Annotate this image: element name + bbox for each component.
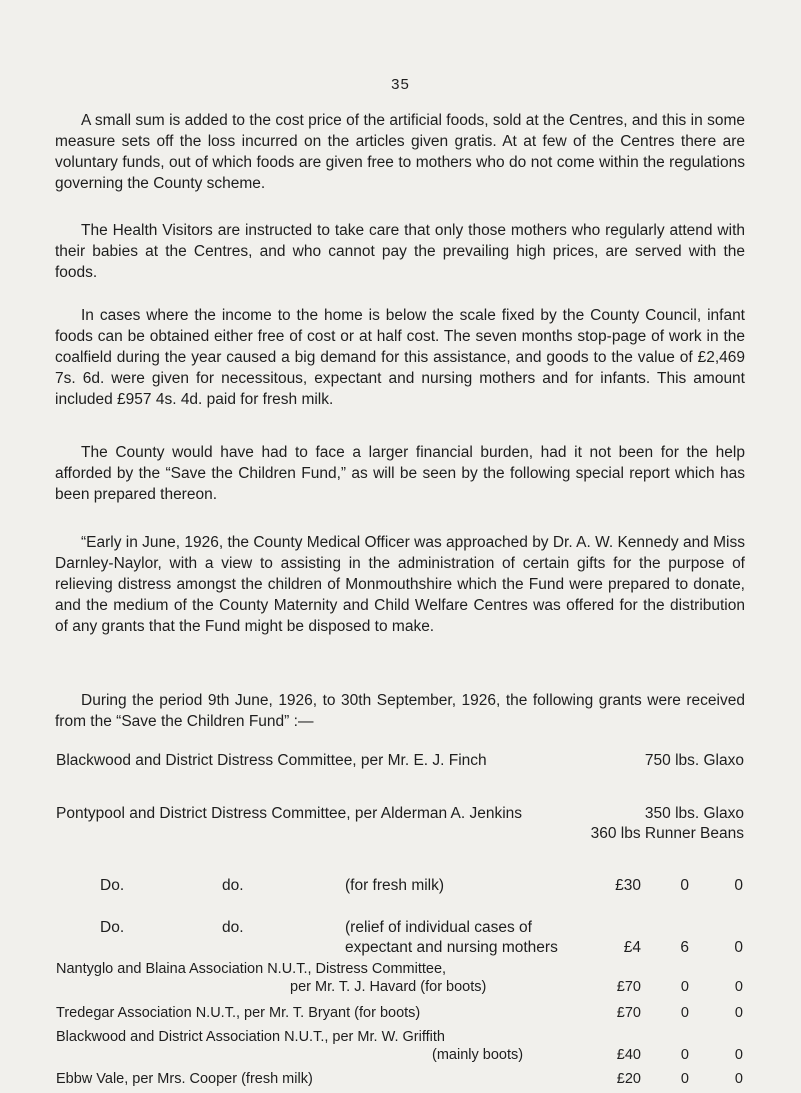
grant-blackwood-nut-line2: (mainly boots)	[432, 1047, 524, 1063]
grant-nantyglo-shillings: 0	[680, 979, 689, 995]
grant-do-relief-pounds: £4	[623, 939, 641, 956]
paragraph-county-burden: The County would have had to face a larger financial burden, had it not been for the help afforded by the “Save the Children Fund,” as will be seen by the following special report which has been prepared thereon.	[55, 444, 745, 503]
grant-tredegar-pence: 0	[734, 1005, 743, 1021]
grant-blackwood-nut-pounds: £40	[616, 1047, 641, 1063]
grant-do-milk-pounds: £30	[615, 877, 641, 894]
grant-do-milk-do: Do.	[100, 877, 125, 894]
paragraph-income-scale: In cases where the income to the home is below the scale fixed by the County Council, infant foods can be obtained either free of cost or at half cost. The seven months stop-page of work in the coalfield during the year caused a big demand for this assistance, and goods to the value of £2,469 7s. 6d. were given for necessitous, expectant and nursing mothers and for infants. This amount included £957 4s. 4d. paid for fresh milk.	[55, 307, 745, 408]
grant-do-milk-desc: (for fresh milk)	[345, 877, 445, 894]
paragraph-grants-intro: During the period 9th June, 1926, to 30th September, 1926, the following grants were received from the “Save the Children Fund” :—	[55, 692, 745, 730]
grant-blackwood-nut-shillings: 0	[680, 1047, 689, 1063]
grant-blackwood-nut-pence: 0	[734, 1047, 743, 1063]
grant-tredegar-pounds: £70	[616, 1005, 641, 1021]
grant-do-milk-shillings: 0	[680, 877, 689, 894]
grant-do-relief-do2: do.	[222, 919, 244, 936]
grant-nantyglo-line1: Nantyglo and Blaina Association N.U.T., Distress Committee,	[56, 961, 447, 977]
grant-ebbw-pence: 0	[734, 1071, 743, 1087]
grant-ebbw-label: Ebbw Vale, per Mrs. Cooper (fresh milk)	[56, 1071, 313, 1087]
grant-do-relief-desc-1: (relief of individual cases of	[345, 919, 532, 936]
grant-do-milk-pence: 0	[734, 877, 743, 894]
grant-nantyglo-line2: per Mr. T. J. Havard (for boots)	[290, 979, 487, 995]
grant-blackwood-label: Blackwood and District Distress Committee, per Mr. E. J. Finch	[56, 752, 487, 769]
grant-do-relief-shillings: 6	[680, 939, 689, 956]
page-number: 35	[391, 76, 410, 93]
paragraph-special-report: “Early in June, 1926, the County Medical Officer was approached by Dr. A. W. Kennedy and Miss Darnley-Naylor, with a view to assisting in the administration of certain gifts for the purpose of relieving distress amongst the children of Monmouthshire which the Fund were prepared to donate, and the medium of the County Maternity and Child Welfare Centres was offered for the distribution of any grants that the Fund might be disposed to make.	[55, 534, 745, 635]
grant-pontypool-qty-glaxo: 350 lbs. Glaxo	[644, 805, 744, 822]
grant-nantyglo-pence: 0	[734, 979, 743, 995]
grant-nantyglo-pounds: £70	[616, 979, 641, 995]
grant-ebbw-pounds: £20	[616, 1071, 641, 1087]
grant-blackwood-nut-line1: Blackwood and District Association N.U.T., per Mr. W. Griffith	[56, 1029, 445, 1045]
grant-do-relief-do: Do.	[100, 919, 125, 936]
grant-do-relief-desc-2: expectant and nursing mothers	[345, 939, 558, 956]
paragraph-artificial-foods: A small sum is added to the cost price of the artificial foods, sold at the Centres, and this in some measure sets off the loss incurred on the articles given gratis. At at few of the Centres there are voluntary funds, out of which foods are given free to mothers who do not come within the regulations governing the County scheme.	[55, 112, 745, 192]
grant-pontypool-label: Pontypool and District Distress Committee, per Alderman A. Jenkins	[56, 805, 523, 822]
grant-tredegar-label: Tredegar Association N.U.T., per Mr. T. Bryant (for boots)	[56, 1005, 421, 1021]
paragraph-health-visitors: The Health Visitors are instructed to take care that only those mothers who regularly attend with their babies at the Centres, and who cannot pay the prevailing high prices, are served with the foods.	[55, 222, 745, 281]
grant-blackwood-qty: 750 lbs. Glaxo	[644, 752, 744, 769]
grant-ebbw-shillings: 0	[680, 1071, 689, 1087]
grant-do-milk-do2: do.	[222, 877, 244, 894]
grant-tredegar-shillings: 0	[680, 1005, 689, 1021]
grant-pontypool-qty-beans: 360 lbs Runner Beans	[590, 825, 744, 842]
grant-do-relief-pence: 0	[734, 939, 743, 956]
